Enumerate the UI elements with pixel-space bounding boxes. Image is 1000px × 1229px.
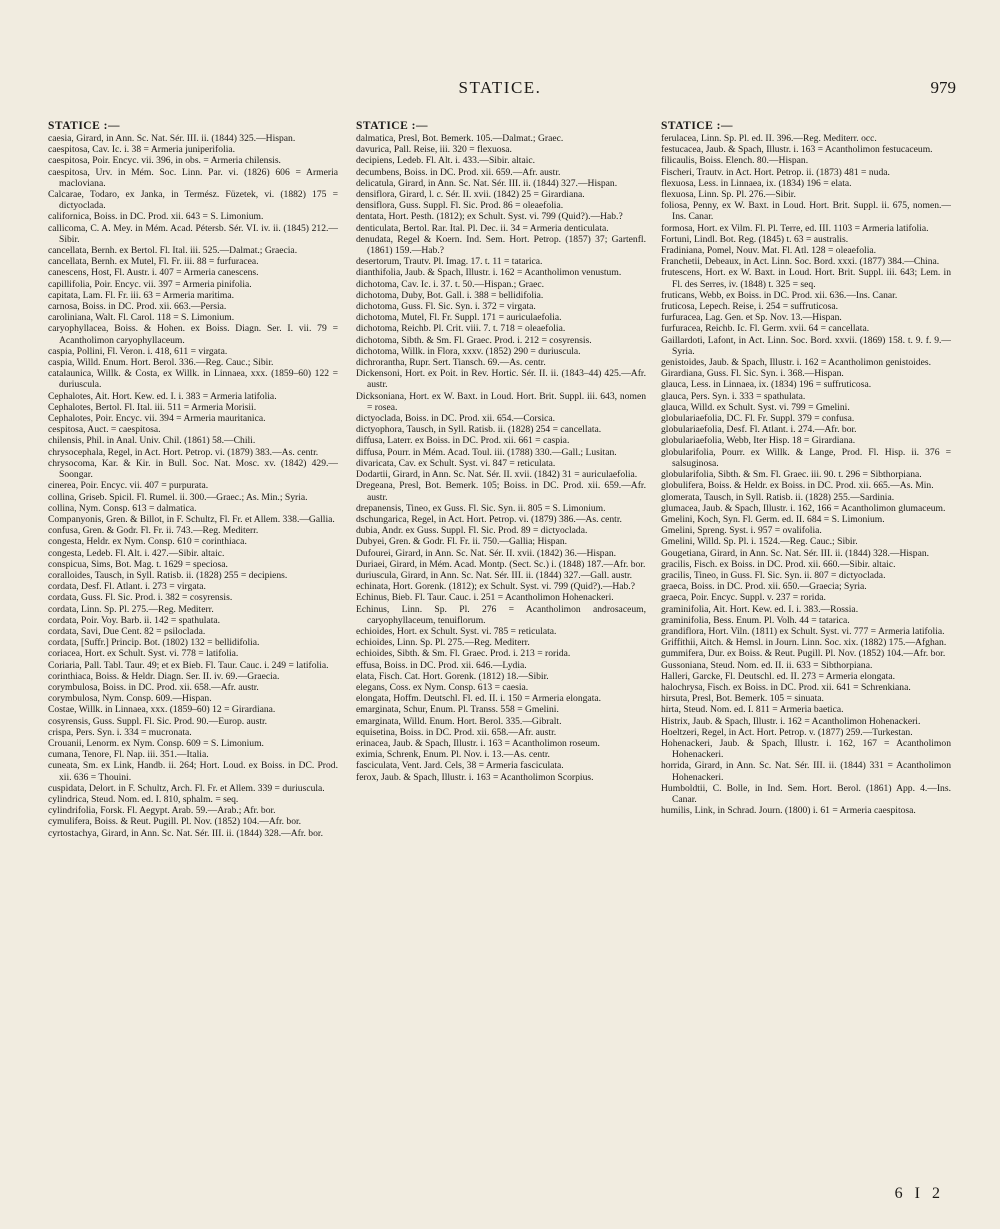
index-entry: cordata, Desf. Fl. Atlant. i. 273 = virgata. bbox=[48, 581, 206, 593]
index-entry: Cephalotes, Bertol. Fl. Ital. iii. 511 = Armeria Morisii. bbox=[48, 401, 257, 413]
index-entry: cuspidata, Delort. in F. Schultz, Arch. Fl. Fr. et Allem. 339 = duriuscula. bbox=[48, 782, 325, 794]
index-entry: congesta, Ledeb. Fl. Alt. i. 427.—Sibir. altaic. bbox=[48, 547, 225, 559]
index-entry: Dregeana, Presl, Bot. Bemerk. 105; Boiss. in DC. Prod. xii. 659.—Afr. austr. bbox=[356, 480, 646, 503]
signature-mark: 6 I 2 bbox=[894, 1185, 944, 1202]
index-entry: echinata, Hort. Gorenk. (1812); ex Schult. Syst. vi. 799 (Quid?).—Hab.? bbox=[356, 581, 635, 593]
index-entry: cinerea, Poir. Encyc. vii. 407 = purpurata. bbox=[48, 480, 209, 492]
index-entry: emarginata, Schur, Enum. Pl. Transs. 558 = Gmelini. bbox=[356, 704, 559, 716]
index-entry: coralloides, Tausch, in Syll. Ratisb. ii. (1828) 255 = decipiens. bbox=[48, 569, 288, 581]
index-entry: graminifolia, Ait. Hort. Kew. ed. I. i. 383.—Rossia. bbox=[661, 603, 859, 615]
index-entry: dschungarica, Regel, in Act. Hort. Petrop. vi. (1879) 386.—As. centr. bbox=[356, 513, 622, 525]
index-entry: desertorum, Trautv. Pl. Imag. 17. t. 11 = tatarica. bbox=[356, 256, 543, 268]
index-entry: dichotoma, Reichb. Pl. Crit. viii. 7. t. 718 = oleaefolia. bbox=[356, 323, 566, 335]
index-entry: Crouanii, Lenorm. ex Nym. Consp. 609 = S. Limonium. bbox=[48, 737, 264, 749]
index-entry: callicoma, C. A. Mey. in Mém. Acad. Pétersb. Sér. VI. iv. ii. (1845) 212.—Sibir. bbox=[48, 222, 338, 245]
index-entry: densiflora, Guss. Suppl. Fl. Sic. Prod. 86 = oleaefolia. bbox=[356, 200, 564, 212]
index-entry: Coriaria, Pall. Tabl. Taur. 49; et ex Bieb. Fl. Taur. Cauc. i. 249 = latifolia. bbox=[48, 659, 329, 671]
index-entry: Gmelini, Spreng. Syst. i. 957 = ovalifolia. bbox=[661, 525, 822, 537]
column-heading: STATICE :— bbox=[356, 120, 428, 132]
index-entry: caspia, Pollini, Fl. Veron. i. 418, 611 = virgata. bbox=[48, 345, 228, 357]
index-entry: Humboldtii, C. Bolle, in Ind. Sem. Hort. Berol. (1861) App. 4.—Ins. Canar. bbox=[661, 782, 951, 805]
index-entry: globulariaefolia, Webb, Iter Hisp. 18 = Girardiana. bbox=[661, 435, 856, 447]
index-entry: chrysocoma, Kar. & Kir. in Bull. Soc. Nat. Mosc. xv. (1842) 429.—Soongar. bbox=[48, 457, 338, 481]
index-entry: diffusa, Pourr. in Mém. Acad. Toul. iii. (1788) 330.—Gall.; Lusitan. bbox=[356, 446, 617, 458]
index-entry: decumbens, Boiss. in DC. Prod. xii. 659.—Afr. austr. bbox=[356, 166, 561, 178]
index-entry: Echinus, Linn. Sp. Pl. 276 = Acantholimon androsaceum, caryophyllaceum, tenuiflorum. bbox=[356, 603, 646, 626]
index-entry: dalmatica, Presl, Bot. Bemerk. 105.—Dalmat.; Graec. bbox=[356, 133, 564, 144]
index-entry: eximia, Schrenk, Enum. Pl. Nov. i. 13.—As. centr. bbox=[356, 749, 550, 761]
index-entry: caespitosa, Poir. Encyc. vii. 396, in obs. = Armeria chilensis. bbox=[48, 155, 281, 167]
index-entry: Histrix, Jaub. & Spach, Illustr. i. 162 = Acantholimon Hohenackeri. bbox=[661, 715, 921, 727]
index-entry: diffusa, Laterr. ex Boiss. in DC. Prod. xii. 661 = caspia. bbox=[356, 435, 570, 447]
index-entry: Dickensoni, Hort. ex Poit. in Rev. Hortic. Sér. II. ii. (1843–44) 425.—Afr. austr. bbox=[356, 368, 646, 391]
index-entry: dichotoma, Sibth. & Sm. Fl. Graec. Prod. i. 212 = cosyrensis. bbox=[356, 334, 592, 346]
index-entry: Dufourei, Girard, in Ann. Sc. Nat. Sér. II. xvii. (1842) 36.—Hispan. bbox=[356, 547, 617, 559]
index-entry: fruticosa, Lepech. Reise, i. 254 = suffruticosa. bbox=[661, 301, 839, 313]
index-entry: Dodartii, Girard, in Ann. Sc. Nat. Sér. II. xvii. (1842) 31 = auriculaefolia. bbox=[356, 469, 638, 481]
index-entry: cancellata, Bernh. ex Bertol. Fl. Ital. iii. 525.—Dalmat.; Graecia. bbox=[48, 245, 298, 257]
index-entry: cymulifera, Boiss. & Reut. Pugill. Pl. Nov. (1852) 104.—Afr. bor. bbox=[48, 816, 302, 828]
index-entry: cordata, [Suffr.] Princip. Bot. (1802) 132 = bellidifolia. bbox=[48, 637, 260, 649]
index-entry: graeca, Boiss. in DC. Prod. xii. 650.—Graecia; Syria. bbox=[661, 581, 867, 593]
index-entry: globularifolia, Sibth. & Sm. Fl. Graec. iii. 90. t. 296 = Sibthorpiana. bbox=[661, 469, 922, 481]
index-entry: hirsuta, Presl, Bot. Bemerk. 105 = sinuata. bbox=[661, 693, 824, 705]
index-entry: californica, Boiss. in DC. Prod. xii. 643 = S. Limonium. bbox=[48, 211, 264, 223]
index-entry: dichotoma, Mutel, Fl. Fr. Suppl. 171 = auriculaefolia. bbox=[356, 312, 562, 324]
index-entry: glumacea, Jaub. & Spach, Illustr. i. 162, 166 = Acantholimon glumaceum. bbox=[661, 502, 946, 514]
index-entry: capillifolia, Poir. Encyc. vii. 397 = Armeria pinifolia. bbox=[48, 278, 252, 290]
index-entry: elongata, Hoffm. Deutschl. Fl. ed. II. i. 150 = Armeria elongata. bbox=[356, 693, 602, 705]
index-entry: formosa, Hort. ex Vilm. Fl. Pl. Terre, ed. III. 1103 = Armeria latifolia. bbox=[661, 222, 929, 234]
index-entry: Hohenackeri, Jaub. & Spach, Illustr. i. 162, 167 = Acantholimon Hohenackeri. bbox=[661, 737, 951, 761]
index-entry: cordata, Savi, Due Cent. 82 = psiloclada. bbox=[48, 625, 206, 637]
index-entry: gummifera, Dur. ex Boiss. & Reut. Pugill. Pl. Nov. (1852) 104.—Afr. bor. bbox=[661, 648, 946, 660]
index-entry: denticulata, Bertol. Rar. Ital. Pl. Dec. ii. 34 = Armeria denticulata. bbox=[356, 222, 609, 234]
index-entry: Fortuni, Lindl. Bot. Reg. (1845) t. 63 = australis. bbox=[661, 233, 849, 245]
index-entry: filicaulis, Boiss. Elench. 80.—Hispan. bbox=[661, 155, 809, 167]
index-entry: erinacea, Jaub. & Spach, Illustr. i. 163 = Acantholimon roseum. bbox=[356, 737, 600, 749]
index-entry: foliosa, Penny, ex W. Baxt. in Loud. Hort. Brit. Suppl. ii. 675, nomen.—Ins. Canar. bbox=[661, 200, 951, 223]
index-entry: caespitosa, Urv. in Mém. Soc. Linn. Par. vi. (1826) 606 = Armeria macloviana. bbox=[48, 166, 338, 189]
index-entry: glauca, Pers. Syn. i. 333 = spathulata. bbox=[661, 390, 806, 402]
index-entry: collina, Griseb. Spicil. Fl. Rumel. ii. 300.—Graec.; As. Min.; Syria. bbox=[48, 491, 308, 503]
index-entry: congesta, Heldr. ex Nym. Consp. 610 = corinthiaca. bbox=[48, 536, 247, 548]
index-entry: graeca, Poir. Encyc. Suppl. v. 237 = rorida. bbox=[661, 592, 826, 604]
column-heading: STATICE :— bbox=[48, 120, 120, 132]
index-entry: caroliniana, Walt. Fl. Carol. 118 = S. Limonium. bbox=[48, 312, 235, 324]
index-entry: elegans, Coss. ex Nym. Consp. 613 = caesia. bbox=[356, 681, 529, 693]
index-entry: festucacea, Jaub. & Spach, Illustr. i. 163 = Acantholimon festucaceum. bbox=[661, 144, 933, 156]
index-entry: chrysocephala, Regel, in Act. Hort. Petrop. vi. (1879) 383.—As. centr. bbox=[48, 446, 319, 458]
index-entry: collina, Nym. Consp. 613 = dalmatica. bbox=[48, 502, 197, 514]
index-entry: fasciculata, Vent. Jard. Cels, 38 = Armeria fasciculata. bbox=[356, 760, 564, 772]
index-entry: Halleri, Garcke, Fl. Deutschl. ed. II. 273 = Armeria elongata. bbox=[661, 670, 895, 682]
index-column-1 bbox=[48, 120, 338, 1180]
index-entry: grandiflora, Hort. Viln. (1811) ex Schult. Syst. vi. 777 = Armeria latifolia. bbox=[661, 625, 945, 637]
index-entry: halochrysa, Fisch. ex Boiss. in DC. Prod. xii. 641 = Schrenkiana. bbox=[661, 681, 911, 693]
index-entry: gracilis, Fisch. ex Boiss. in DC. Prod. xii. 660.—Sibir. altaic. bbox=[661, 558, 896, 570]
index-entry: humilis, Link, in Schrad. Journ. (1800) i. 61 = Armeria caespitosa. bbox=[661, 805, 916, 817]
index-column-2 bbox=[356, 120, 646, 1180]
index-entry: caespitosa, Cav. Ic. i. 38 = Armeria juniperifolia. bbox=[48, 144, 236, 156]
index-entry: glomerata, Tausch, in Syll. Ratisb. ii. (1828) 255.—Sardinia. bbox=[661, 491, 895, 503]
index-entry: chilensis, Phil. in Anal. Univ. Chil. (1861) 58.—Chili. bbox=[48, 435, 256, 447]
index-entry: corinthiaca, Boiss. & Heldr. Diagn. Ser. II. iv. 69.—Graecia. bbox=[48, 670, 280, 682]
index-entry: furfuracea, Reichb. Ic. Fl. Germ. xvii. 64 = cancellata. bbox=[661, 323, 870, 335]
index-entry: Dicksoniana, Hort. ex W. Baxt. in Loud. Hort. Brit. Suppl. iii. 643, nomen = rosea. bbox=[356, 390, 646, 413]
index-entry: glauca, Less. in Linnaea, ix. (1834) 196 = suffruticosa. bbox=[661, 379, 872, 391]
index-entry: decipiens, Ledeb. Fl. Alt. i. 433.—Sibir. altaic. bbox=[356, 155, 536, 167]
index-entry: Dubyei, Gren. & Godr. Fl. Fr. ii. 750.—Gallia; Hispan. bbox=[356, 536, 568, 548]
index-entry: emarginata, Willd. Enum. Hort. Berol. 335.—Gibralt. bbox=[356, 715, 562, 727]
index-entry: crispa, Pers. Syn. i. 334 = mucronata. bbox=[48, 726, 192, 738]
index-entry: furfuracea, Lag. Gen. et Sp. Nov. 13.—Hispan. bbox=[661, 312, 842, 324]
index-entry: dichrorantha, Rupr. Sert. Tiansch. 69.—As. centr. bbox=[356, 357, 546, 369]
index-entry: ferox, Jaub. & Spach, Illustr. i. 163 = Acantholimon Scorpius. bbox=[356, 771, 594, 783]
index-entry: Fischeri, Trautv. in Act. Hort. Petrop. ii. (1873) 481 = nuda. bbox=[661, 166, 890, 178]
index-entry: equisetina, Boiss. in DC. Prod. xii. 658.—Afr. austr. bbox=[356, 726, 557, 738]
index-entry: cuneata, Sm. ex Link, Handb. ii. 264; Hort. Loud. ex Boiss. in DC. Prod. xii. 636 = Thouini. bbox=[48, 760, 338, 783]
page-header bbox=[0, 78, 1000, 102]
index-entry: Gougetiana, Girard, in Ann. Sc. Nat. Sér. III. ii. (1844) 328.—Hispan. bbox=[661, 547, 930, 559]
index-entry: Cephalotes, Ait. Hort. Kew. ed. I. i. 383 = Armeria latifolia. bbox=[48, 390, 277, 402]
index-entry: dichotoma, Cav. Ic. i. 37. t. 50.—Hispan.; Graec. bbox=[356, 278, 545, 290]
index-entry: Duriaei, Girard, in Mém. Acad. Montp. (Sect. Sc.) i. (1848) 187.—Afr. bor. bbox=[356, 558, 646, 570]
index-entry: genistoides, Jaub. & Spach, Illustr. i. 162 = Acantholimon genistoides. bbox=[661, 357, 932, 369]
index-entry: dubia, Andr. ex Guss. Suppl. Fl. Sic. Prod. 89 = dictyoclada. bbox=[356, 525, 588, 537]
index-entry: dianthifolia, Jaub. & Spach, Illustr. i. 162 = Acantholimon venustum. bbox=[356, 267, 622, 279]
index-entry: Gmelini, Koch, Syn. Fl. Germ. ed. II. 684 = S. Limonium. bbox=[661, 513, 885, 525]
index-entry: Girardiana, Guss. Fl. Sic. Syn. i. 368.—Hispan. bbox=[661, 368, 844, 380]
index-entry: cordata, Linn. Sp. Pl. 275.—Reg. Mediterr. bbox=[48, 603, 214, 615]
index-entry: Echinus, Bieb. Fl. Taur. Cauc. i. 251 = Acantholimon Hohenackeri. bbox=[356, 592, 614, 604]
index-entry: hirta, Steud. Nom. ed. I. 811 = Armeria baetica. bbox=[661, 704, 844, 716]
index-entry: conspicua, Sims, Bot. Mag. t. 1629 = speciosa. bbox=[48, 558, 228, 570]
index-entry: glauca, Willd. ex Schult. Syst. vi. 799 = Gmelini. bbox=[661, 401, 850, 413]
index-entry: dictyophora, Tausch, in Syll. Ratisb. ii. (1828) 254 = cancellata. bbox=[356, 424, 602, 436]
index-entry: caspia, Willd. Enum. Hort. Berol. 336.—Reg. Cauc.; Sibir. bbox=[48, 357, 274, 369]
index-entry: cancellata, Bernh. ex Mutel, Fl. Fr. iii. 88 = furfuracea. bbox=[48, 256, 259, 268]
index-entry: dichotoma, Duby, Bot. Gall. i. 388 = bellidifolia. bbox=[356, 289, 544, 301]
index-entry: fruticans, Webb, ex Boiss. in DC. Prod. xii. 636.—Ins. Canar. bbox=[661, 289, 898, 301]
index-entry: dichotoma, Willk. in Flora, xxxv. (1852) 290 = duriuscula. bbox=[356, 345, 581, 357]
index-entry: cordata, Guss. Fl. Sic. Prod. i. 382 = cosyrensis. bbox=[48, 592, 233, 604]
index-entry: coriacea, Hort. ex Schult. Syst. vi. 778 = latifolia. bbox=[48, 648, 239, 660]
index-entry: canescens, Host, Fl. Austr. i. 407 = Armeria canescens. bbox=[48, 267, 259, 279]
index-entry: caesia, Girard, in Ann. Sc. Nat. Sér. III. ii. (1844) 325.—Hispan. bbox=[48, 133, 296, 144]
index-entry: dictyoclada, Boiss. in DC. Prod. xii. 654.—Corsica. bbox=[356, 413, 556, 425]
index-entry: cumana, Tenore, Fl. Nap. iii. 351.—Italia. bbox=[48, 749, 209, 761]
index-entry: ferulacea, Linn. Sp. Pl. ed. II. 396.—Reg. Mediterr. occ. bbox=[661, 133, 877, 144]
index-entry: echioides, Hort. ex Schult. Syst. vi. 785 = reticulata. bbox=[356, 625, 557, 637]
index-entry: echioides, Sibth. & Sm. Fl. Graec. Prod. i. 213 = rorida. bbox=[356, 648, 571, 660]
index-entry: cylindrica, Steud. Nom. ed. I. 810, sphalm. = seq. bbox=[48, 793, 239, 805]
index-entry: drepanensis, Tineo, ex Guss. Fl. Sic. Syn. ii. 805 = S. Limonium. bbox=[356, 502, 606, 514]
index-entry: globulifera, Boiss. & Heldr. ex Boiss. in DC. Prod. xii. 665.—As. Min. bbox=[661, 480, 934, 492]
column-heading: STATICE :— bbox=[661, 120, 733, 132]
index-entry: corymbulosa, Nym. Consp. 609.—Hispan. bbox=[48, 693, 212, 705]
index-entry: confusa, Gren. & Godr. Fl. Fr. ii. 743.—Reg. Mediterr. bbox=[48, 525, 259, 537]
index-entry: effusa, Boiss. in DC. Prod. xii. 646.—Lydia. bbox=[356, 659, 527, 671]
index-entry: Hoeltzeri, Regel, in Act. Hort. Petrop. v. (1877) 259.—Turkestan. bbox=[661, 726, 913, 738]
running-title: STATICE. bbox=[458, 78, 542, 97]
index-entry: globulariaefolia, Desf. Fl. Atlant. i. 274.—Afr. bor. bbox=[661, 424, 857, 436]
index-entry: Griffithii, Aitch. & Hemsl. in Journ. Linn. Soc. xix. (1882) 175.—Afghan. bbox=[661, 637, 947, 649]
index-columns bbox=[48, 120, 966, 1180]
index-entry: capitata, Lam. Fl. Fr. iii. 63 = Armeria maritima. bbox=[48, 289, 235, 301]
index-entry: graminifolia, Bess. Enum. Pl. Volh. 44 = tatarica. bbox=[661, 614, 850, 626]
index-entry: Gmelini, Willd. Sp. Pl. i. 1524.—Reg. Cauc.; Sibir. bbox=[661, 536, 858, 548]
index-entry: elata, Fisch. Cat. Hort. Gorenk. (1812) 18.—Sibir. bbox=[356, 670, 549, 682]
index-entry: globulariaefolia, DC. Fl. Fr. Suppl. 379 = confusa. bbox=[661, 413, 855, 425]
page-number: 979 bbox=[930, 78, 956, 97]
index-entry: corymbulosa, Boiss. in DC. Prod. xii. 658.—Afr. austr. bbox=[48, 681, 259, 693]
index-column-3 bbox=[661, 120, 951, 1180]
index-entry: Costae, Willk. in Linnaea, xxx. (1859–60) 12 = Girardiana. bbox=[48, 704, 276, 716]
index-entry: denudata, Regel & Koern. Ind. Sem. Hort. Petrop. (1857) 37; Gartenfl. (1861) 159.—Hab.? bbox=[356, 233, 646, 257]
index-entry: flexuosa, Less. in Linnaea, ix. (1834) 196 = elata. bbox=[661, 177, 852, 189]
index-entry: delicatula, Girard, in Ann. Sc. Nat. Sér. III. ii. (1844) 327.—Hispan. bbox=[356, 177, 618, 189]
index-entry: densiflora, Girard, l. c. Sér. II. xvii. (1842) 25 = Girardiana. bbox=[356, 189, 585, 201]
index-entry: Fradiniana, Pomel, Nouv. Mat. Fl. Atl. 128 = oleaefolia. bbox=[661, 245, 877, 257]
index-entry: caryophyllacea, Boiss. & Hohen. ex Boiss. Diagn. Ser. I. vii. 79 = Acantholimon caryophyllaceum. bbox=[48, 323, 338, 346]
index-entry: cespitosa, Auct. = caespitosa. bbox=[48, 424, 161, 436]
index-entry: Cephalotes, Poir. Encyc. vii. 394 = Armeria mauritanica. bbox=[48, 413, 266, 425]
index-entry: cylindrifolia, Forsk. Fl. Aegypt. Arab. 59.—Arab.; Afr. bor. bbox=[48, 805, 276, 817]
index-entry: davurica, Pall. Reise, iii. 320 = flexuosa. bbox=[356, 144, 512, 156]
index-entry: dentata, Hort. Pesth. (1812); ex Schult. Syst. vi. 799 (Quid?).—Hab.? bbox=[356, 211, 623, 223]
index-entry: dichotoma, Guss. Fl. Sic. Syn. i. 372 = virgata. bbox=[356, 301, 536, 313]
index-entry: frutescens, Hort. ex W. Baxt. in Loud. Hort. Brit. Suppl. iii. 643; Lem. in Fl. des Serres, iv. (1848) t. 325 = seq. bbox=[661, 267, 951, 290]
index-entry: echioides, Linn. Sp. Pl. 275.—Reg. Mediterr. bbox=[356, 637, 530, 649]
index-entry: cordata, Poir. Voy. Barb. ii. 142 = spathulata. bbox=[48, 614, 221, 626]
index-entry: divaricata, Cav. ex Schult. Syst. vi. 847 = reticulata. bbox=[356, 457, 556, 469]
index-entry: duriuscula, Girard, in Ann. Sc. Nat. Sér. III. ii. (1844) 327.—Gall. austr. bbox=[356, 569, 633, 581]
index-entry: flexuosa, Linn. Sp. Pl. 276.—Sibir. bbox=[661, 189, 796, 201]
index-entry: Franchetii, Debeaux, in Act. Linn. Soc. Bord. xxxi. (1877) 384.—China. bbox=[661, 256, 940, 268]
index-entry: gracilis, Tineo, in Guss. Fl. Sic. Syn. ii. 807 = dictyoclada. bbox=[661, 569, 886, 581]
index-entry: Companyonis, Gren. & Billot, in F. Schultz, Fl. Fr. et Allem. 338.—Gallia. bbox=[48, 513, 335, 525]
index-entry: globularifolia, Pourr. ex Willk. & Lange, Prod. Fl. Hisp. ii. 376 = salsuginosa. bbox=[661, 446, 951, 469]
index-entry: horrida, Girard, in Ann. Sc. Nat. Sér. III. ii. (1844) 331 = Acantholimon Hohenackeri. bbox=[661, 760, 951, 783]
index-entry: Calcarae, Todaro, ex Janka, in Termész. Füzetek, vi. (1882) 175 = dictyoclada. bbox=[48, 189, 338, 212]
index-entry: cyrtostachya, Girard, in Ann. Sc. Nat. Sér. III. ii. (1844) 328.—Afr. bor. bbox=[48, 827, 323, 839]
index-entry: Gussoniana, Steud. Nom. ed. II. ii. 633 = Sibthorpiana. bbox=[661, 659, 873, 671]
index-entry: cosyrensis, Guss. Suppl. Fl. Sic. Prod. 90.—Europ. austr. bbox=[48, 715, 268, 727]
index-entry: carnosa, Boiss. in DC. Prod. xii. 663.—Persia. bbox=[48, 301, 227, 313]
index-entry: Gaillardoti, Lafont, in Act. Linn. Soc. Bord. xxvii. (1869) 158. t. 9. f. 9.—Syria. bbox=[661, 334, 951, 357]
index-entry: catalaunica, Willk. & Costa, ex Willk. in Linnaea, xxx. (1859–60) 122 = duriuscula. bbox=[48, 368, 338, 391]
